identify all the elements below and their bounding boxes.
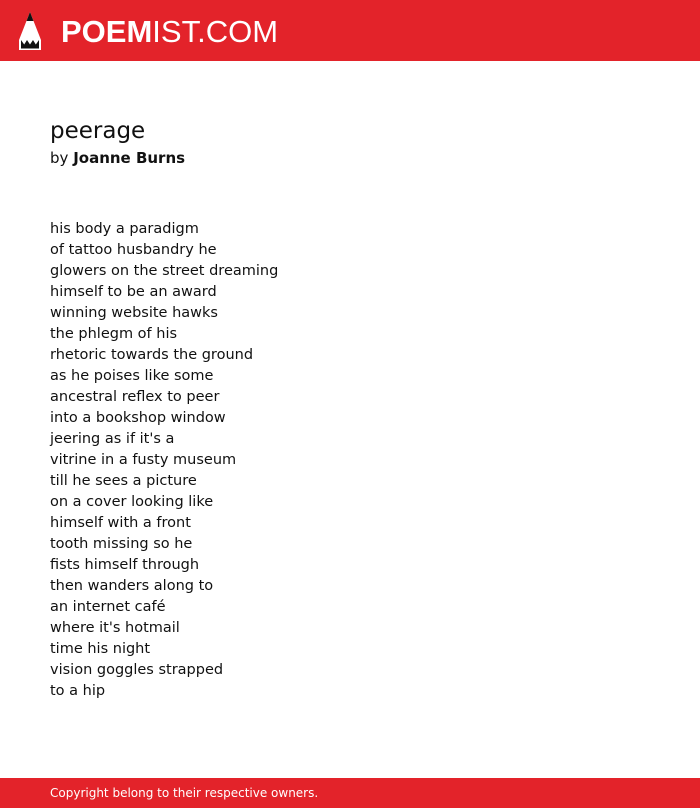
poem-line: himself with a front [50, 515, 191, 531]
poem-line: into a bookshop window [50, 410, 226, 426]
poem-line: vitrine in a fusty museum [50, 452, 237, 468]
poem-line: vision goggles strapped [50, 662, 224, 678]
byline [50, 146, 650, 170]
top-bar [0, 0, 700, 61]
logo-light-part: IST.COM [152, 13, 279, 49]
site-logo-text [61, 13, 279, 49]
byline-prefix: by [50, 149, 69, 167]
poem-line: an internet café [50, 599, 166, 615]
poem-title: peerage [50, 118, 146, 144]
poem-line: his body a paradigm [50, 221, 199, 237]
poem-line: rhetoric towards the ground [50, 347, 254, 363]
poem-line: the phlegm of his [50, 326, 178, 342]
poem-line: where it's hotmail [50, 620, 180, 636]
author-link[interactable]: Joanne Burns [73, 149, 186, 167]
poem-content [50, 116, 650, 702]
poem-line: till he sees a picture [50, 473, 197, 489]
poem-body [50, 219, 650, 702]
poem-line: as he poises like some [50, 368, 214, 384]
poem-line: jeering as if it's a [50, 431, 175, 447]
logo-bold-part: POEM [61, 13, 153, 49]
site-logo-link[interactable] [16, 8, 278, 54]
copyright-text: Copyright belong to their respective owners. [50, 786, 319, 800]
poem-line: on a cover looking like [50, 494, 214, 510]
poem-line: to a hip [50, 683, 106, 699]
poem-line: ancestral reflex to peer [50, 389, 220, 405]
poem-line: winning website hawks [50, 305, 218, 321]
poem-line: himself to be an award [50, 284, 217, 300]
footer-bar [0, 778, 700, 808]
poem-line: fists himself through [50, 557, 200, 573]
poem-line: glowers on the street dreaming [50, 263, 279, 279]
poem-line: of tattoo husbandry he [50, 242, 217, 258]
poem-line: time his night [50, 641, 151, 657]
poem-line: tooth missing so he [50, 536, 193, 552]
pencil-tip-icon [16, 10, 44, 52]
poem-line: then wanders along to [50, 578, 214, 594]
